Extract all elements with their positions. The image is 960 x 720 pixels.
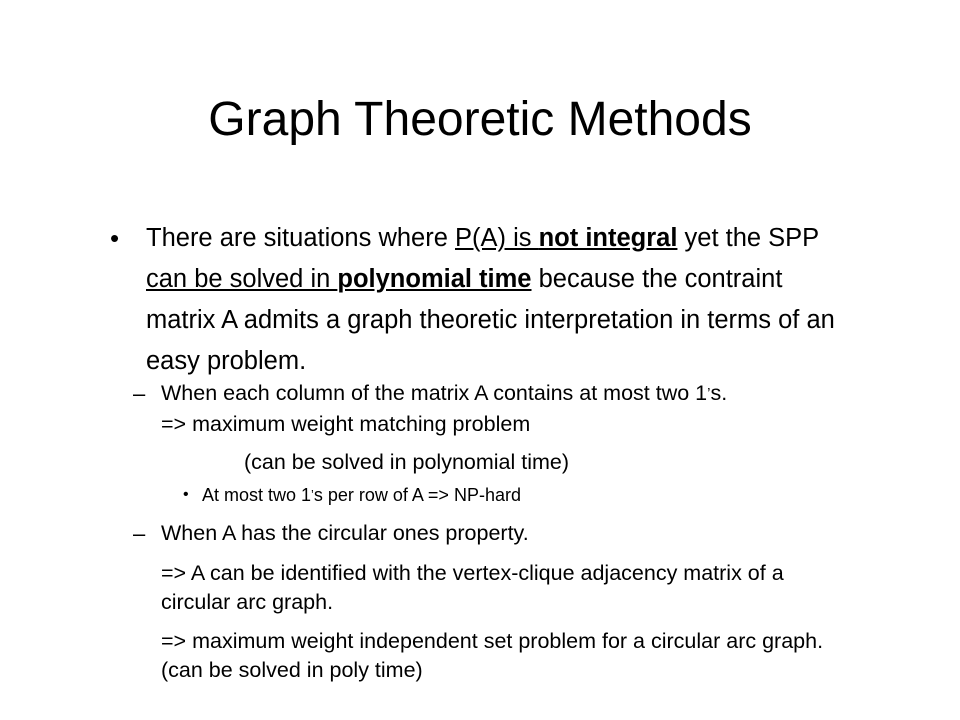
sub-bullet-continuation: => maximum weight independent set problem for a circular arc graph. (can be solved in poly time) [161, 629, 824, 682]
underlined-text-part: P(A) is [455, 224, 539, 252]
sub-sub-bullet-text-part: s per row of A => NP-hard [313, 485, 521, 505]
bullet-text [146, 218, 846, 382]
sub-bullet-line [161, 379, 861, 410]
underlined-text-part: can be solved in [146, 265, 338, 293]
underlined-text [146, 265, 532, 293]
sub-bullet-text: When A has the circular ones property. [161, 521, 529, 545]
sub-bullet-text [161, 379, 861, 439]
bold-underlined-text: polynomial time [337, 265, 532, 293]
bold-underlined-text: not integral [538, 224, 678, 252]
apostrophe: ’ [707, 384, 711, 402]
bullet-text-part: because the contraint matrix A admits a graph theoretic interpretation in terms of an easy problem. [146, 265, 835, 375]
bullet-text-part: yet the SPP [677, 224, 819, 252]
sub-sub-bullet-text-part: At most two 1 [202, 485, 312, 505]
bullet-marker: • [110, 223, 120, 253]
sub-sub-bullet-text [202, 483, 521, 509]
sub-bullet-line-part: s. [710, 381, 728, 405]
sub-bullet-line: => maximum weight matching problem [161, 412, 531, 436]
sub-sub-bullet-marker: • [183, 486, 189, 503]
underlined-text [455, 224, 677, 252]
sub-bullet-line-part: When each column of the matrix A contains at most two 1 [161, 381, 708, 405]
sub-bullet-marker: – [133, 521, 146, 546]
bullet-text-part: There are situations where [146, 224, 455, 252]
sub-bullet-marker: – [133, 381, 146, 406]
slide-title: Graph Theoretic Methods [208, 93, 752, 146]
sub-bullet-continuation: => A can be identified with the vertex-clique adjacency matrix of a circular arc graph. [161, 561, 784, 614]
apostrophe: ’ [311, 488, 314, 503]
indented-note: (can be solved in polynomial time) [244, 450, 570, 474]
